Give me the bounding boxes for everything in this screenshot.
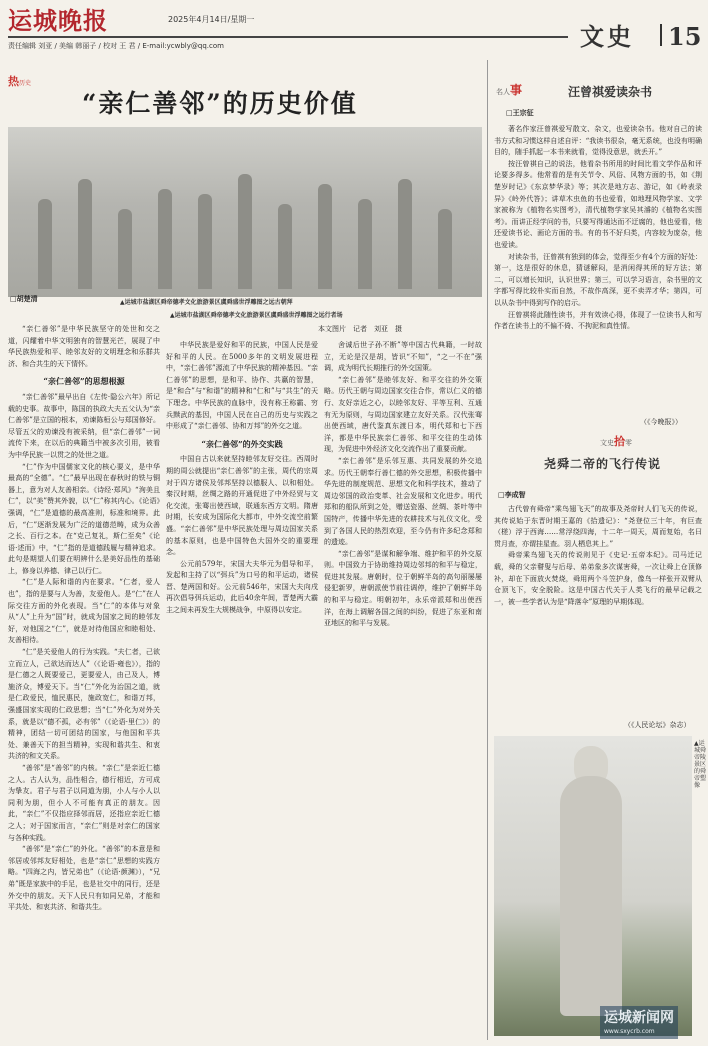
sidebar-tag-2: 文史拾零 [600, 435, 632, 448]
paragraph: 舜帝乘鸟翅飞天的传说则见于《史记·五帝本纪》。司马迁记载，舜的父亲瞽叟与后母、弟弟象多次谋害舜，一次让舜上仓顶修补，却在下面放火焚烧，舜用两个斗笠护身，像鸟一样张开双臂从仓顶飞下，安全脱险。这是中国古代关于人类飞行的最早记载之一，被一些学者认为是“降落伞”原理的早期体现。 [494, 551, 702, 606]
paragraph: “仁”是关爱他人的行为实践。“夫仁者，己欲立而立人，己欲达而达人”（《论语·雍也》），指的是仁德之人既要爱己，更要爱人，由己及人，博施济众，博爱天下。当“仁”外化为治国之道，就是仁政爱民，恤民惠民，施政宽仁，和谐万邦，强盛国家实现的仁政思想；当“仁”外化为对外关系，就是以“德不孤，必有邻”（《论语·里仁》）的精神，团结一切可团结的国家，与他国和平共处、兼善天下的担当精神，实现和谐共生、和衷共济的和文关系。 [8, 648, 160, 761]
editor-credits: 责任编辑 刘亚 / 美编 韩丽子 / 校对 王 君 / E-mail:ycwbly@qq.com [8, 42, 224, 50]
photo-caption-top: ▲运城市盐湖区舜帝德孝文化旅游景区虞舜盛世浮雕图之远古朝拜 [120, 299, 293, 306]
paragraph: 舍诚后世子孙不断”等中国古代典籍，一时故立，无论是汉是胡，皆识“不知”，“之一不在”强调，成为明代长期推行的外交国策。 [324, 341, 482, 373]
paragraph: “仁”是人际和谐的内在要求。“仁者，爱人也”，指的是要与人为善，友爱他人。是“仁”在人际交往方面的外化表现。当“仁”的本体与对象从“人”上升为“国”时，就成为国家之间的睦邻友好，对他国之“仁”，就是对待他国应和睦相处、友善相待。 [8, 578, 160, 645]
paragraph: 古代曾有舜帝“乘鸟翅飞天”的故事及尧帝时人们飞天的传说，其传说始于东晋时期王嘉的《拾遗记》：“尧登位三十年，有巨查（槎）浮于西海……常浮绕四海，十二年一周天，周而复始，名曰贯月查，亦谓挂星查。羽人栖息其上。” [494, 505, 702, 548]
photo-caption-bottom: ▲运城市盐湖区舜帝德孝文化旅游景区虞舜盛世浮雕图之远行者场 [170, 312, 343, 319]
section-separator [660, 24, 662, 46]
paragraph: “亲仁善邻”最早出自《左传·隐公六年》所记载的史事。故事中，陈国的执政大夫五父认为“亲仁善邻”是立国的根本，劝谏陈桓公与郑国修好。尽管五父的劝谏没有被采纳，但“亲仁善邻”一词流传下来，在以后的典籍当中被多次引用，被看为中华民族一以贯之的处世之道。 [8, 392, 160, 459]
statue-caption: ▲运城舜帝陵景区的舜帝塑像 [694, 740, 707, 789]
article-column-2 [166, 340, 318, 1040]
paragraph: “亲仁善邻”是谋和解争端、维护和平的外交原则。中国致力于协助维持周边邻邦的和平与稳定，促进其发展。唐朝时，位于朝鲜半岛的高句丽屡屡侵犯新罗，唐朝派使节前往调停，维护了朝鲜半岛的和平与稳定。明朝初年，永乐帝派郑和出使西洋，在海上调解各国之间的纠纷，促进了东亚和南亚地区的和平与发展。 [324, 549, 482, 628]
site-watermark: 运城新闻网 www.sxycrb.com [600, 1006, 678, 1039]
column-tag: 热历史 [8, 75, 32, 88]
photo-credit: 本文图片 记者 刘亚 摄 [318, 325, 402, 333]
sidebar-article-1 [494, 124, 702, 414]
page-number: 15 [668, 22, 702, 51]
paragraph: 对读杂书，汪曾祺有独到的体会，觉得至少有4个方面的好处：第一，这是很好的休息，猜谜解闷，是消闲得其所的好方法；第二，可以增长知识，认识世界；第三，可以学习语言，杂书里的文字都写得比较朴实而自然，不故作高深，更不卖弄才华；第四，可以从杂书中得到写作的启示。 [494, 252, 702, 307]
subheading: “亲仁善邻”的思想根源 [43, 376, 125, 387]
paragraph: 公元前579年，宋国大夫华元为倡导和平，发起和主持了以“弭兵”为口号的和平运动，诸侯晋、楚两国和好。公元前546年，宋国大夫向戌再次倡导弭兵运动，此后40余年间，晋楚两大霸主之间未再发生大规模战争，中原得以安定。 [166, 559, 318, 615]
relief-photo-top [8, 127, 482, 297]
paragraph: 中华民族是爱好和平的民族，中国人民是爱好和平的人民。在5000多年的文明发展进程中，“亲仁善邻”源流了中华民族的精神基因。“亲仁善邻”的思想，是和平、协作、共赢的智慧，是“和合”与“和谐”的精神和“仁和”与“共生”的天下理念。中华民族的血脉中，没有称王称霸、穷兵黩武的基因，中国人民在自己的历史与实践之中形成了“亲仁善邻、协和万邦”的外交之道。 [166, 341, 318, 431]
paragraph: “亲仁善邻”是中华民族坚守的处世和交之道，闪耀着中华文明独有的智慧光芒，展现了中华民族热爱和平、睦邻友好的文明理念和乐群共济、和合共生的天下情怀。 [8, 325, 160, 368]
paragraph: “亲仁善邻”是睦邻友好、和平交往的外交策略。历代王朝与周边国家交往合作，常以仁义的德行、友好亲近之心，以睦邻友好、平等互利、互通有无为原则，与周边国家建立友好关系。汉代张骞出使西域，唐代鉴真东渡日本，明代郑和七下西洋，都是中华民族亲仁善邻、和平交往的生动体现，为促进中外经济文化交流作出了重要贡献。 [324, 375, 482, 454]
sidebar-title-2: 尧舜二帝的飞行传说 [544, 457, 662, 471]
column-divider [487, 60, 488, 1040]
paragraph: “亲仁善邻”是乐邻互惠、共同发展的外交追求。历代王朝奉行善仁德的外交思想，积极传播中华先进的制度规范、思想文化和科学技术，推动了周边邻国的政治变革、社会发展和文化进步。明代郑和的船队所到之处，赠送瓷器、丝绸、茶叶等中国特产，传播中华先进的农耕技术与礼仪文化，受到了各国人民的热烈欢迎，至今仍有许多纪念郑和的遗迹。 [324, 456, 482, 547]
sidebar-article-2 [494, 504, 702, 718]
sidebar-source-2: （《人民论坛》杂志） [624, 721, 691, 729]
article-title: “亲仁善邻”的历史价值 [82, 89, 358, 118]
masthead-divider [8, 36, 568, 38]
paragraph: 中国自古以来就坚持睦邻友好交往。西周时期的周公就提出“亲仁善邻”的主张，周代的宗周对于四方诸侯及邻邦坚持以德服人、以和相处。秦汉时期，丝绸之路的开通促进了中外经贸与文化交流，张骞出使西域，联通东西方文明。隋唐时期，长安成为国际化大都市，中外交流空前繁盛。“亲仁善邻”是中华民族处理与周边国家关系的基本原则，也是中国特色大国外交的重要理念。 [166, 455, 318, 557]
paragraph: “善邻”是“善邻”的内核。“亲仁”是亲近仁德之人。古人认为，品性相合，德行相近，方可成为挚友。君子与君子以同道为朋，小人与小人以同利为朋，但小人不可能有真正的朋友。因此，“亲仁”不仅指应择邻而居，还指应亲近仁德之人；对于国家而言，“亲仁”则是对亲仁的国家与各种实践。 [8, 763, 160, 842]
section-name: 文史 [580, 22, 634, 51]
article-column-1 [8, 312, 160, 1042]
article-byline: □胡楚清 [10, 294, 38, 303]
sidebar-source-1: （《今晚报》） [640, 418, 682, 426]
subheading: “亲仁善邻”的外交实践 [201, 438, 283, 449]
sidebar-byline-2: □李成智 [498, 490, 526, 499]
masthead [0, 0, 708, 58]
paragraph: “仁”作为中国儒家文化的核心要义，是中华最高的“全德”。“仁”最早出现在春秋时的铁与铜器上，意为对人友善相亲。《诗经·郑风》“洵美且仁”，以“美”赞其外貌，以“仁”称其内心。《论语》强调，“仁”是道德的最高准则，标准和境界。此后，“仁”逐渐发展为广泛的道德范畴，成为众善之长、百行之本。在“克己复礼，斯仁至矣”《论语·述而》中，“仁”指的是道德践履与精神追求。此句是期望人们要在明辨什么是美好品性的基础上，修身以养德、律己以行仁。 [8, 462, 160, 575]
paragraph: “善邻”是“亲仁”的外化。“善邻”的本意是和邻居或邻邦友好相处，也是“亲仁”思想的实践方略。“四海之内，皆兄弟也”（《论语·颜渊》），“兄弟”既是家族中的手足，也是社交中的同行，还是外交中的朋友。天下人民只有如同兄弟，才能和平共处、和衷共济、和谐共生。 [8, 845, 160, 912]
sidebar-tag-1: 名人事 [496, 83, 523, 97]
paragraph: 按汪曾祺自己的说法，他看杂书所用的时间比看文学作品和评论要多得多。他常看的是有关节令、风俗、风物方面的书，如《荆楚岁时记》《东京梦华录》等；其次是地方志、游记，如《岭表录异》《岭外代答》；讲草木虫鱼的书也爱看，如地理风物学家、文学家被称为《植物名实图考》，清代植物学家吴其濬的《植物名实图考》。而讲正经学问的书，只要写得通达而不迂腐的，他也爱看，他还爱读书论、画论方面的书。有的书不好归类，内容较为庞杂，他也爱读。 [494, 159, 702, 249]
sidebar-title-1: 汪曾祺爱读杂书 [568, 85, 653, 99]
statue-photo [494, 736, 692, 1036]
sidebar-byline-1: □王宗征 [506, 108, 534, 117]
newspaper-logo: 运城晚报 [8, 6, 108, 35]
publication-date: 2025年4月14日/星期一 [168, 15, 255, 24]
paragraph: 汪曾祺将此随性读书，并有效读心得，体现了一位读书人和写作者在读书上的不偏不倚、不拘泥和真性情。 [494, 310, 702, 331]
paragraph: 著名作家汪曾祺爱写散文、杂文，也爱读杂书。他对自己的读书方式和习惯这样自述自评：“我读书很杂，毫无系统，也没有明确目的，随手抓起一本书来就看，觉得没意思，就丢开。” [494, 125, 702, 157]
article-column-3 [324, 340, 482, 1040]
